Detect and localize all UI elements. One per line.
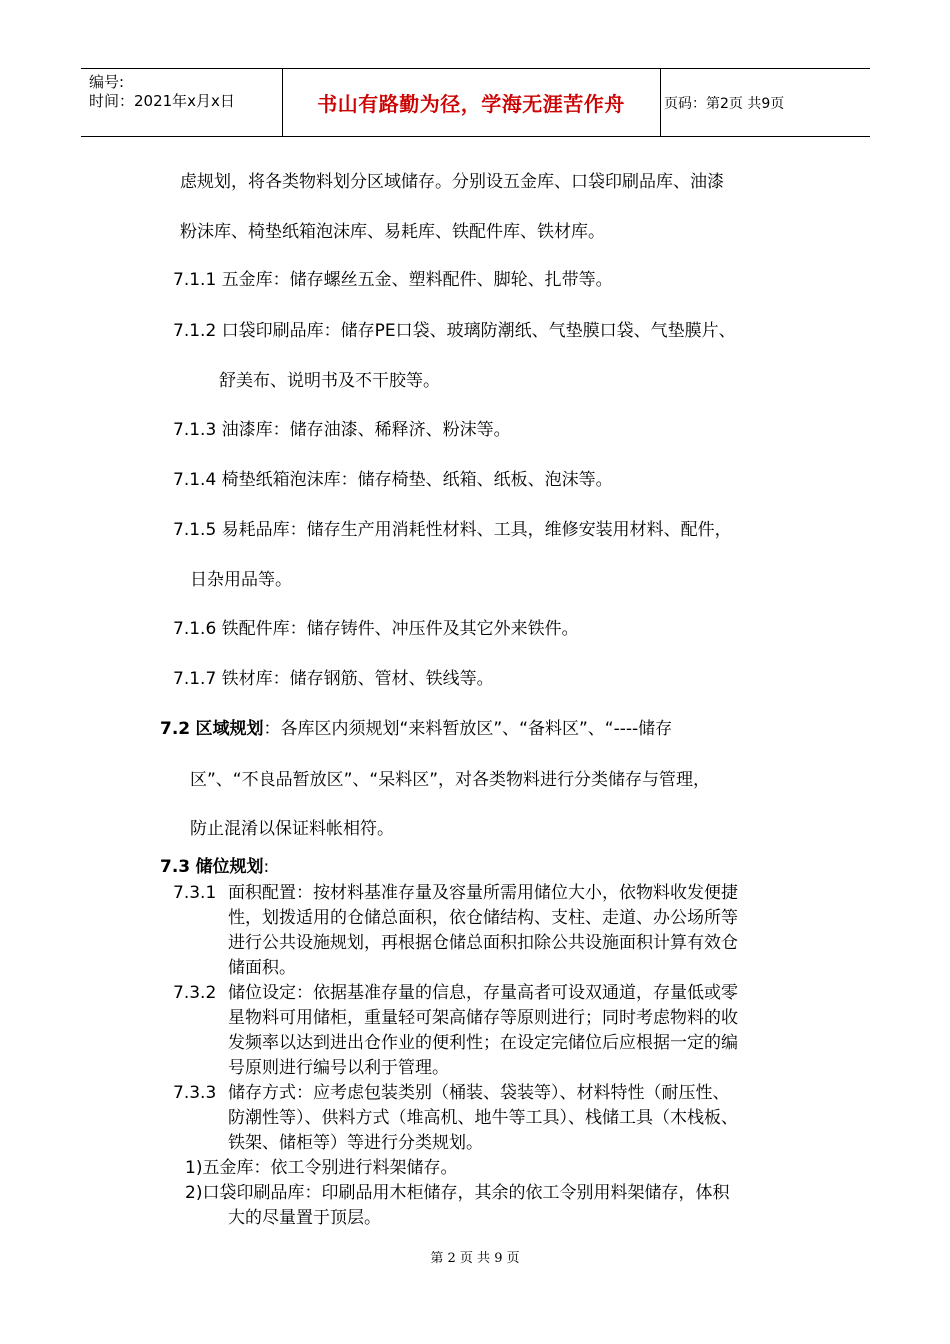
header-page-info: 页码：第2页 共9页	[664, 95, 785, 112]
section-7-3	[160, 857, 269, 877]
page-footer: 第 2 页 共 9 页	[430, 1251, 520, 1266]
list-item	[185, 1158, 457, 1178]
section-text: ：各库区内须规划“来料暂放区”、“备料区”、“----储存	[263, 719, 673, 739]
section-title: 区域规划	[195, 719, 264, 739]
section-7-1-4	[173, 470, 613, 490]
section-7-3-3	[173, 1083, 216, 1103]
section-7-1-5	[173, 520, 732, 540]
header-divider	[660, 69, 661, 136]
section-text: 铁配件库：储存铸件、冲压件及其它外来铁件。	[221, 619, 579, 639]
header-motto: 书山有路勤为径，学海无涯苦作舟	[317, 92, 625, 116]
section-7-1-1	[173, 270, 613, 290]
section-7-3-2	[173, 983, 216, 1003]
section-7-3-1	[173, 883, 216, 903]
section-number: 7.3	[160, 857, 191, 877]
paragraph-line: 号原则进行编号以利于管理。	[228, 1058, 449, 1078]
paragraph-line: 日杂用品等。	[190, 570, 292, 590]
list-item	[185, 1183, 729, 1203]
paragraph-line: 储存方式：应考虑包装类别（桶装、袋装等）、材料特性（耐压性、	[228, 1083, 730, 1103]
paragraph-line: 区”、“不良品暂放区”、“呆料区”，对各类物料进行分类储存与管理，	[190, 770, 711, 790]
header-left	[89, 73, 235, 111]
paragraph-line: 储面积。	[228, 958, 296, 978]
section-number: 7.1.6	[173, 619, 217, 639]
paragraph-line: 虑规划，将各类物料划分区域储存。分别设五金库、口袋印刷品库、油漆	[180, 172, 724, 192]
paragraph-line: 粉沫库、椅垫纸箱泡沫库、易耗库、铁配件库、铁材库。	[180, 222, 605, 242]
page-header	[81, 68, 870, 137]
paragraph-line: 发频率以达到进出仓作业的便利性；在设定完储位后应根据一定的编	[228, 1033, 738, 1053]
paragraph-line: 储位设定：依据基准存量的信息，存量高者可设双通道，存量低或零	[228, 983, 738, 1003]
code-label: 编号:	[89, 73, 125, 91]
paragraph-line: 进行公共设施规划，再根据仓储总面积扣除公共设施面积计算有效仓	[228, 933, 738, 953]
section-7-2	[160, 719, 672, 739]
section-number: 7.1.2	[173, 321, 217, 341]
list-number: 1)	[185, 1158, 203, 1178]
paragraph-line: 面积配置：按材料基准存量及容量所需用储位大小，依物料收发便捷	[228, 883, 738, 903]
section-number: 7.3.2	[173, 983, 217, 1003]
section-text: 口袋印刷品库：储存PE口袋、玻璃防潮纸、气垫膜口袋、气垫膜片、	[221, 321, 736, 341]
section-number: 7.3.1	[173, 883, 217, 903]
paragraph-line: 防止混淆以保证料帐相符。	[190, 819, 394, 839]
section-text: 铁材库：储存钢筋、管材、铁线等。	[221, 669, 494, 689]
section-text: 五金库：储存螺丝五金、塑料配件、脚轮、扎带等。	[221, 270, 613, 290]
section-number: 7.2	[160, 719, 191, 739]
section-colon: :	[263, 857, 270, 877]
section-number: 7.1.5	[173, 520, 217, 540]
list-text: 五金库：依工令别进行料架储存。	[202, 1158, 458, 1178]
section-number: 7.1.7	[173, 669, 217, 689]
section-number: 7.1.3	[173, 420, 217, 440]
paragraph-line: 星物料可用储柜，重量轻可架高储存等原则进行；同时考虑物料的收	[228, 1008, 738, 1028]
section-title: 储位规划	[195, 857, 264, 877]
paragraph-line: 铁架、储柜等）等进行分类规划。	[228, 1133, 483, 1153]
section-7-1-7	[173, 669, 494, 689]
paragraph-line: 舒美布、说明书及不干胶等。	[219, 371, 440, 391]
section-7-1-2	[173, 321, 736, 341]
list-text: 口袋印刷品库：印刷品用木柜储存，其余的依工令别用料架储存，体积	[202, 1183, 730, 1203]
section-number: 7.3.3	[173, 1083, 217, 1103]
section-text: 油漆库：储存油漆、稀释济、粉沫等。	[221, 420, 511, 440]
section-text: 椅垫纸箱泡沫库：储存椅垫、纸箱、纸板、泡沫等。	[221, 470, 613, 490]
paragraph-line: 性，划拨适用的仓储总面积，依仓储结构、支柱、走道、办公场所等	[228, 908, 738, 928]
section-text: 易耗品库：储存生产用消耗性材料、工具，维修安装用材料、配件，	[221, 520, 732, 540]
date-label: 时间：2021年x月x日	[89, 92, 235, 110]
section-7-1-6	[173, 619, 579, 639]
section-7-1-3	[173, 420, 511, 440]
section-number: 7.1.4	[173, 470, 217, 490]
paragraph-line: 大的尽量置于顶层。	[228, 1208, 381, 1228]
list-number: 2)	[185, 1183, 203, 1203]
section-number: 7.1.1	[173, 270, 217, 290]
paragraph-line: 防潮性等）、供料方式（堆高机、地牛等工具）、栈储工具（木栈板、	[228, 1108, 738, 1128]
